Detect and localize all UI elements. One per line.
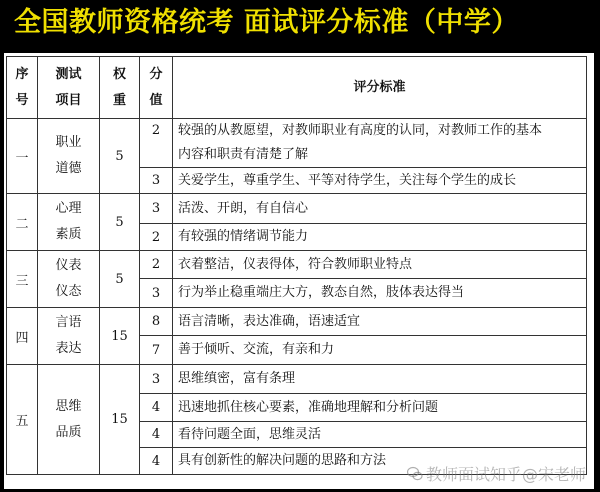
cell-seq: 二 xyxy=(7,194,38,251)
cell-score: 3 xyxy=(140,168,173,194)
cell-weight: 5 xyxy=(100,119,140,194)
cell-criteria xyxy=(173,336,587,365)
criteria-line: 有较强的情绪调节能力 xyxy=(178,229,309,244)
criteria-line: 看待问题全面，思维灵活 xyxy=(178,426,322,442)
cell-criteria xyxy=(173,119,587,168)
cell-seq: 三 xyxy=(7,251,38,308)
cell-score: 3 xyxy=(140,194,173,224)
cell-score: 8 xyxy=(140,308,173,336)
header-score: 分 值 xyxy=(140,57,173,119)
scoring-table xyxy=(6,56,587,475)
table-row xyxy=(7,251,587,279)
cell-item: 思维 品质 xyxy=(38,365,100,475)
scoring-sheet xyxy=(4,53,594,489)
cell-score: 2 xyxy=(140,224,173,251)
cell-seq: 四 xyxy=(7,308,38,365)
header-weight: 权 重 xyxy=(100,57,140,119)
cell-criteria xyxy=(173,168,587,194)
header-item: 测试 项目 xyxy=(38,57,100,119)
cell-score: 2 xyxy=(140,251,173,279)
cell-criteria xyxy=(173,279,587,308)
cell-score: 4 xyxy=(140,448,173,475)
cell-item: 仪表 仪态 xyxy=(38,251,100,308)
cell-score: 7 xyxy=(140,336,173,365)
criteria-line: 行为举止稳重端庄大方，教态自然，肢体表达得当 xyxy=(178,285,465,300)
criteria-line: 善于倾听、交流，有亲和力 xyxy=(178,342,335,357)
criteria-line: 关爱学生，尊重学生、平等对待学生，关注每个学生的成长 xyxy=(178,172,517,188)
table-row xyxy=(7,194,587,224)
cell-score: 4 xyxy=(140,394,173,422)
cell-criteria xyxy=(173,365,587,394)
header-row xyxy=(7,57,587,119)
table-row xyxy=(7,365,587,394)
cell-weight: 15 xyxy=(100,308,140,365)
cell-seq: 一 xyxy=(7,119,38,194)
cell-score: 4 xyxy=(140,422,173,448)
criteria-line: 语言清晰，表达准确，语速适宜 xyxy=(178,313,361,329)
cell-item: 心理 素质 xyxy=(38,194,100,251)
table-row xyxy=(7,308,587,336)
cell-score: 3 xyxy=(140,365,173,394)
cell-criteria xyxy=(173,308,587,336)
criteria-line: 内容和职责有清楚了解 xyxy=(178,147,309,162)
criteria-line: 思维缜密，富有条理 xyxy=(178,371,296,386)
cell-item: 言语 表达 xyxy=(38,308,100,365)
cell-seq: 五 xyxy=(7,365,38,475)
criteria-line: 活泼、开朗，有自信心 xyxy=(178,200,309,216)
cell-criteria xyxy=(173,194,587,224)
cell-weight: 5 xyxy=(100,251,140,308)
cell-criteria xyxy=(173,251,587,279)
criteria-line: 衣着整洁，仪表得体，符合教师职业特点 xyxy=(178,256,413,272)
cell-criteria xyxy=(173,394,587,422)
watermark-text: 教师面试知乎@宋老师 xyxy=(425,465,586,484)
header-criteria: 评分标准 xyxy=(173,57,587,119)
cell-score: 3 xyxy=(140,279,173,308)
cell-item: 职业 道德 xyxy=(38,119,100,194)
cell-criteria xyxy=(173,224,587,251)
criteria-line: 具有创新性的解决问题的思路和方法 xyxy=(178,453,387,468)
watermark xyxy=(407,462,586,485)
cell-weight: 15 xyxy=(100,365,140,475)
cell-criteria xyxy=(173,422,587,448)
wechat-icon xyxy=(407,466,423,482)
title-bar xyxy=(0,0,600,52)
criteria-line: 迅速地抓住核心要素，准确地理解和分析问题 xyxy=(178,399,439,415)
header-seq: 序 号 xyxy=(7,57,38,119)
cell-score: 2 xyxy=(140,119,173,168)
criteria-line: 较强的从教愿望，对教师职业有高度的认同，对教师工作的基本 xyxy=(178,123,543,138)
cell-weight: 5 xyxy=(100,194,140,251)
page-title: 全国教师资格统考 面试评分标准（中学） xyxy=(14,7,519,38)
table-row xyxy=(7,119,587,168)
